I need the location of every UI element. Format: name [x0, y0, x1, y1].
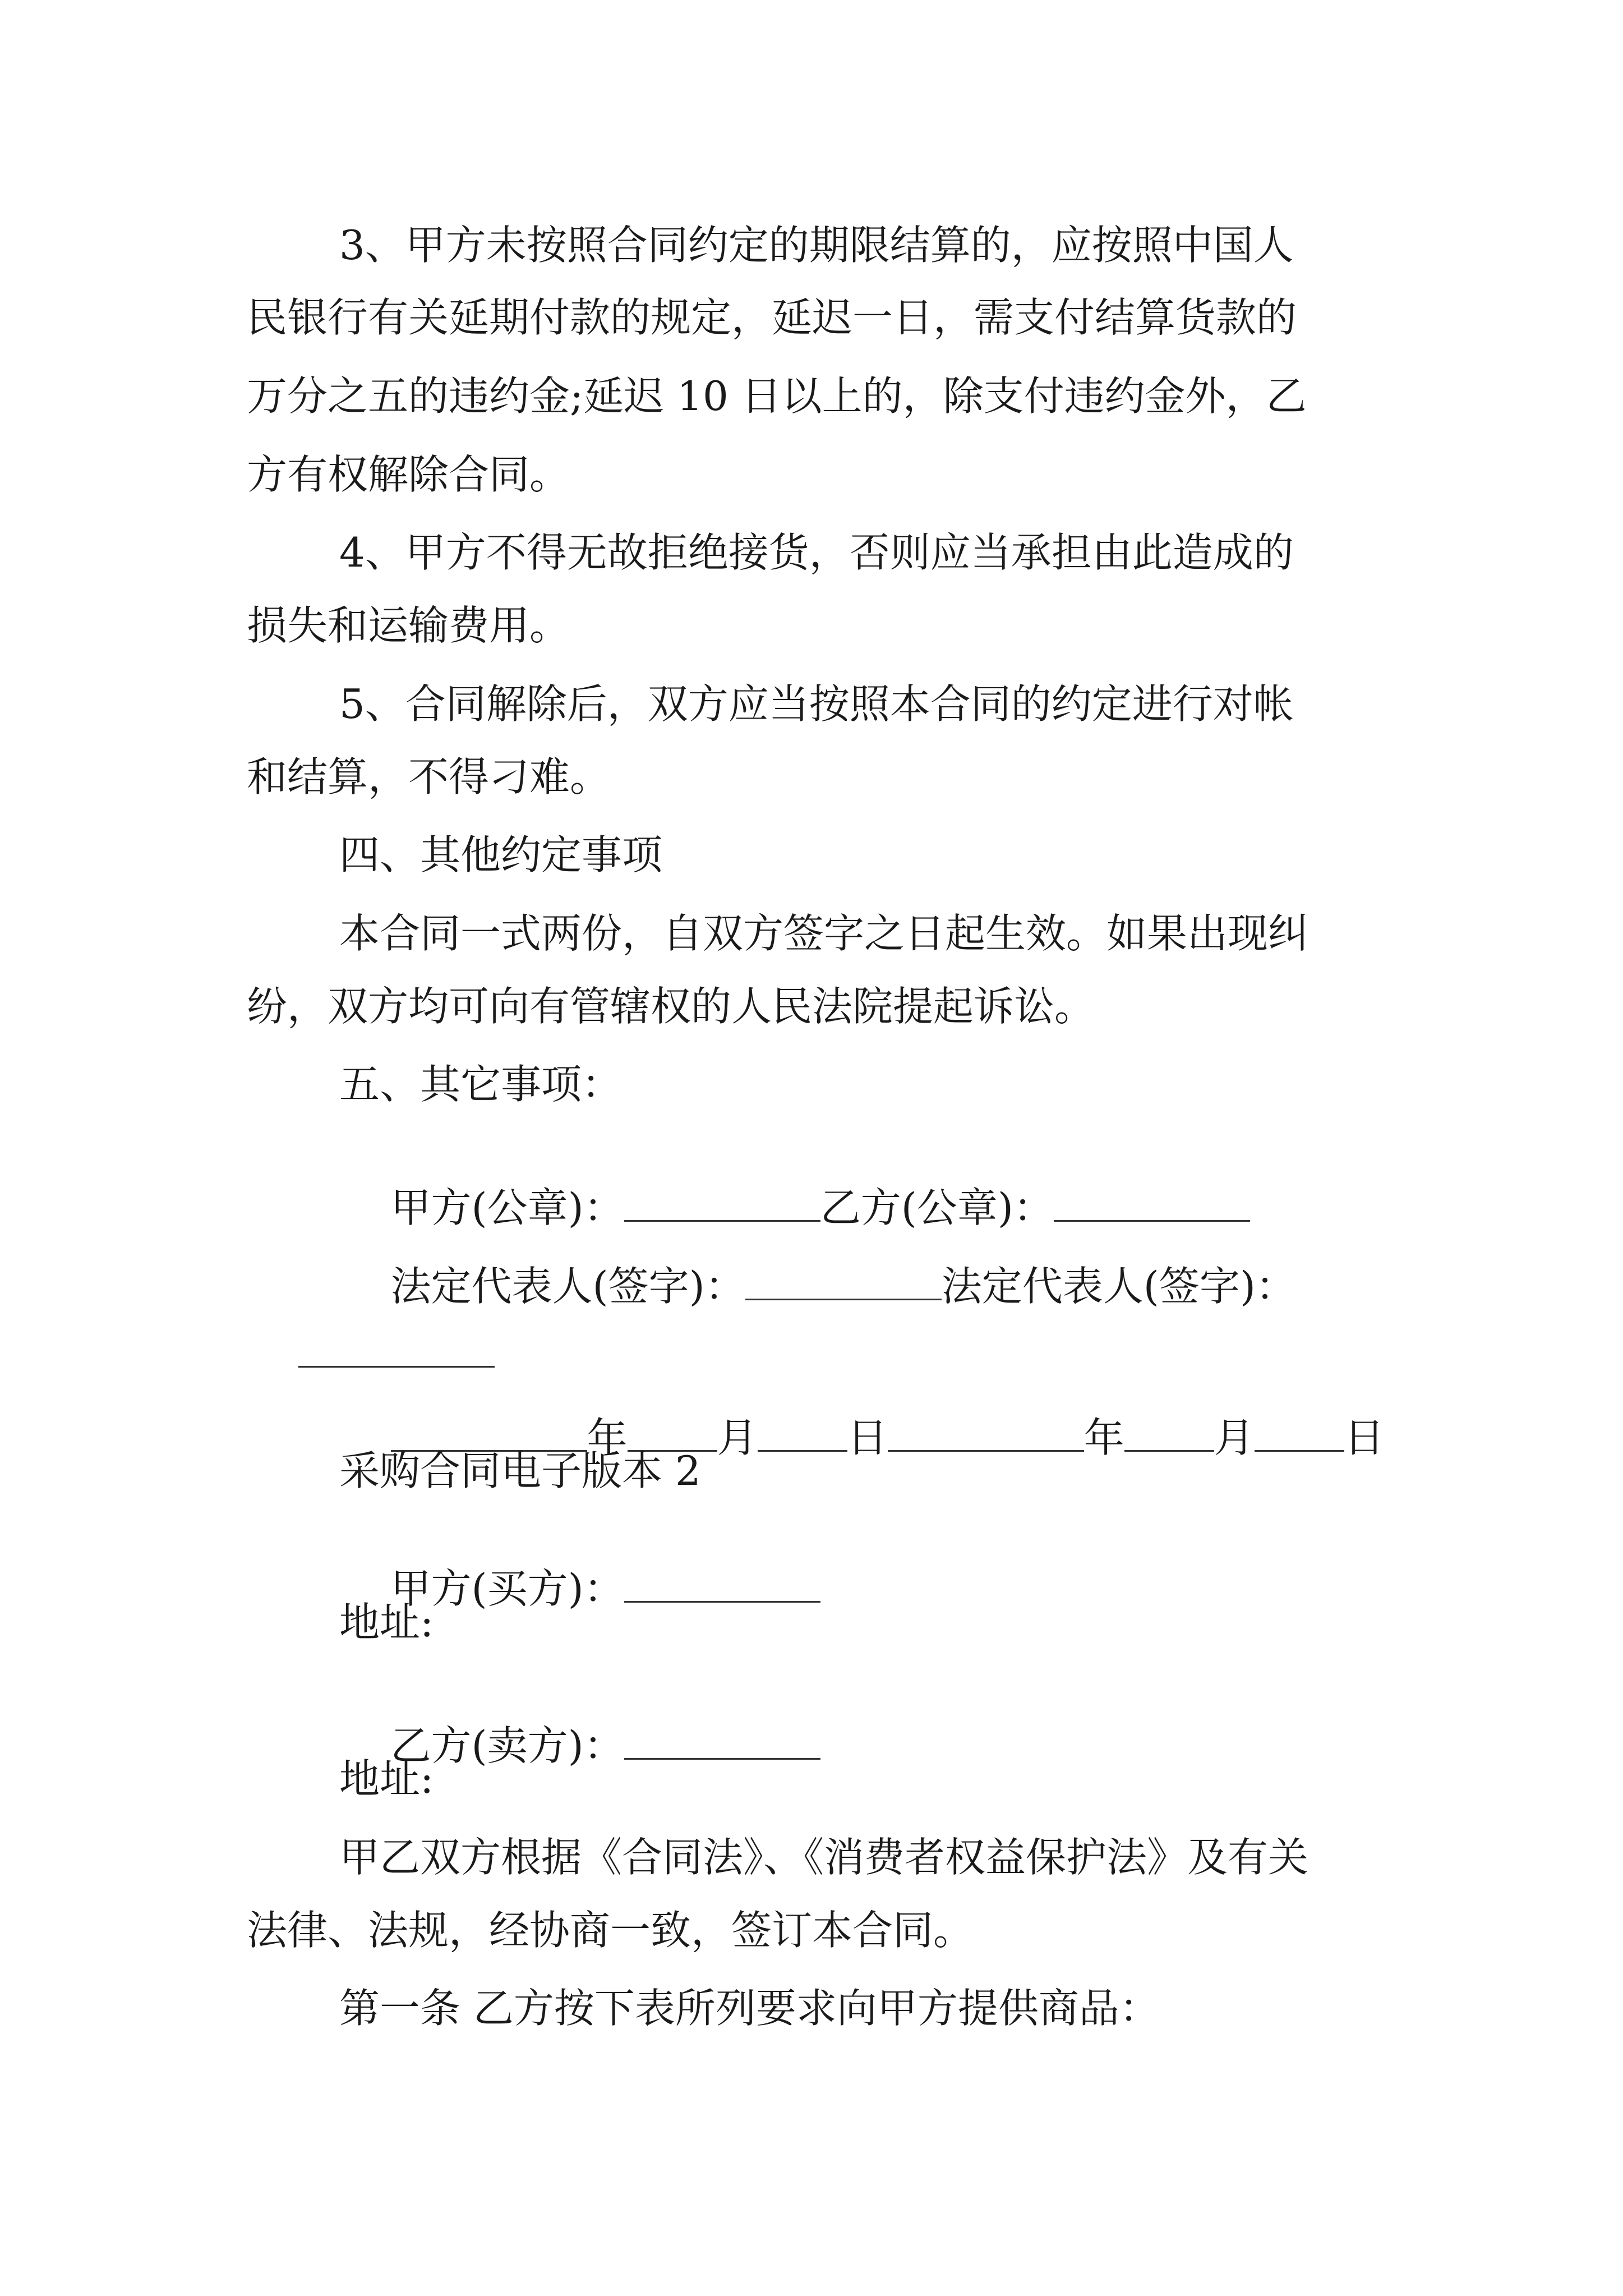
- date-line: [339, 1370, 1385, 1461]
- party-b-seal-label: 乙方(公章)：: [820, 1184, 1054, 1231]
- paragraph-3-line-2: 民银行有关延期付款的规定，延迟一日，需支付结算货款的: [247, 294, 1297, 341]
- legal-rep-line: [339, 1219, 1296, 1310]
- seller-address-label: 地址:: [339, 1755, 434, 1802]
- section-four-line-2: 纷，双方均可向有管辖权的人民法院提起诉讼。: [247, 983, 1095, 1030]
- section-five-heading: 五、其它事项：: [339, 1061, 623, 1108]
- date-b-day-blank: [1255, 1416, 1344, 1452]
- party-a-legal-rep-label: 法定代表人(签字)：: [390, 1263, 745, 1310]
- date-a-year-label: 年: [587, 1414, 628, 1461]
- party-a-seal-blank: [624, 1186, 820, 1222]
- date-b-month-label: 月: [1214, 1414, 1255, 1461]
- date-a-day-label: 日: [847, 1414, 888, 1461]
- party-a-seal-label: 甲方(公章)：: [390, 1184, 624, 1231]
- paragraph-3-line-4: 方有权解除合同。: [247, 451, 570, 498]
- paragraph-3-line-3: 万分之五的违约金;延迟 10 日以上的，除支付违约金外，乙: [247, 372, 1307, 420]
- party-b-seal-blank: [1054, 1186, 1250, 1222]
- seal-line: [339, 1140, 1250, 1231]
- buyer-label: 甲方(买方)：: [390, 1565, 624, 1612]
- section-four-heading: 四、其他约定事项: [339, 831, 663, 878]
- paragraph-5-line-1: 5、合同解除后，双方应当按照本合同的约定进行对帐: [339, 680, 1294, 728]
- party-a-legal-rep-blank: [745, 1265, 942, 1300]
- buyer-address-label: 地址:: [339, 1599, 434, 1646]
- date-b-year-blank: [888, 1416, 1084, 1452]
- date-b-year-label: 年: [1083, 1414, 1124, 1461]
- buyer-blank: [624, 1567, 820, 1603]
- paragraph-4-line-2: 损失和运输费用。: [247, 602, 570, 649]
- basis-line-2: 法律、法规，经协商一致，签订本合同。: [247, 1907, 974, 1954]
- legal-rep-overflow-line: [247, 1286, 495, 1331]
- date-a-month-label: 月: [717, 1414, 758, 1461]
- seller-line: [339, 1678, 820, 1769]
- paragraph-5-line-2: 和结算，不得刁难。: [247, 753, 611, 800]
- article-one: 第一条 乙方按下表所列要求向甲方提供商品：: [339, 1985, 1160, 2032]
- paragraph-4-line-1: 4、甲方不得无故拒绝接货，否则应当承担由此造成的: [339, 529, 1294, 576]
- seller-label: 乙方(卖方)：: [390, 1722, 624, 1769]
- party-b-legal-rep-label: 法定代表人(签字)：: [941, 1263, 1296, 1310]
- date-a-month-blank: [628, 1416, 717, 1452]
- buyer-line: [339, 1521, 820, 1612]
- party-b-legal-rep-blank: [298, 1332, 495, 1368]
- contract2-title: 采购合同电子版本 2: [339, 1447, 701, 1494]
- date-b-month-blank: [1124, 1416, 1214, 1452]
- seller-blank: [624, 1724, 820, 1760]
- paragraph-3-line-1: 3、甲方未按照合同约定的期限结算的，应按照中国人: [339, 222, 1294, 269]
- date-b-day-label: 日: [1344, 1414, 1385, 1461]
- basis-line-1: 甲乙双方根据《合同法》、《消费者权益保护法》及有关: [339, 1834, 1309, 1881]
- section-four-line-1: 本合同一式两份，自双方签字之日起生效。如果出现纠: [339, 910, 1309, 957]
- date-a-day-blank: [758, 1416, 847, 1452]
- date-a-year-blank: [391, 1416, 587, 1452]
